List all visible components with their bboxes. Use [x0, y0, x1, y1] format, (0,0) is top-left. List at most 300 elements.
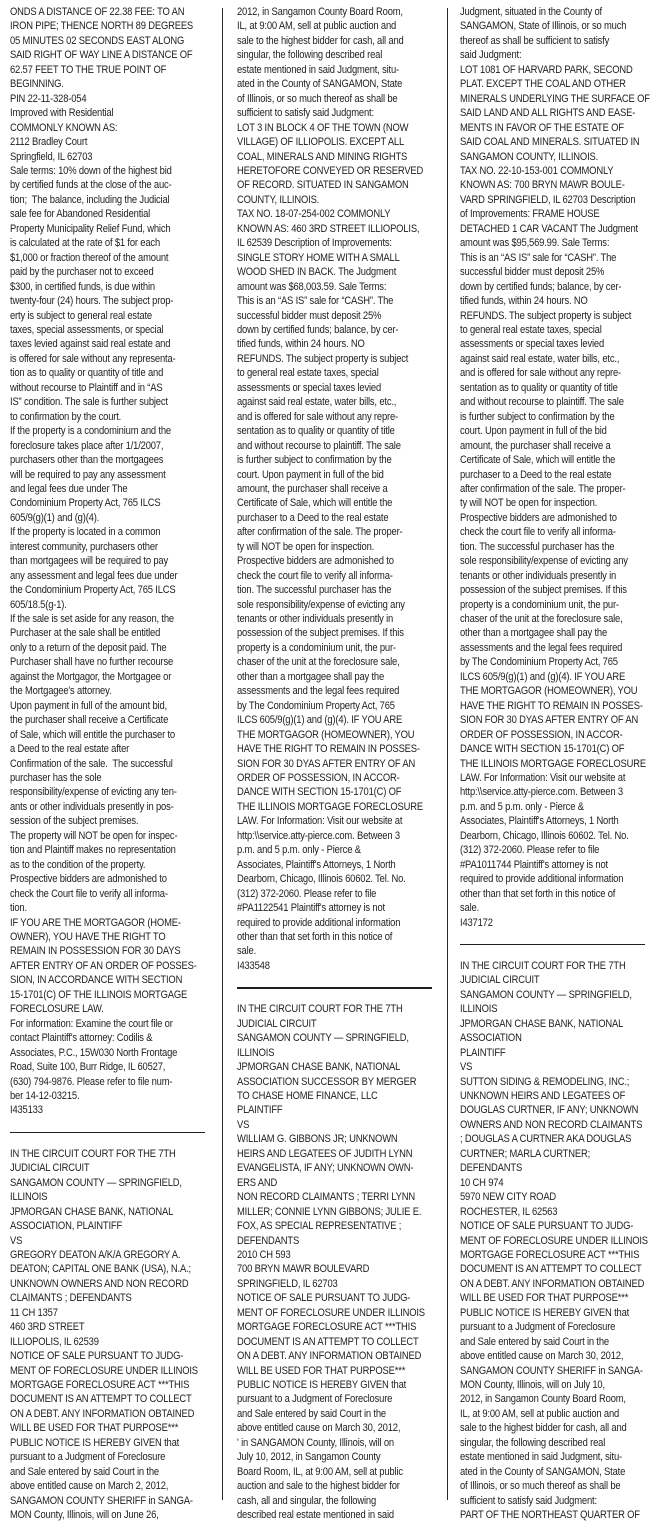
notice-line: TAX NO. 22-10-153-001 COMMONLY — [460, 164, 614, 177]
notice-line: COAL, MINERALS AND MINING RIGHTS — [237, 150, 408, 163]
notice-line: UNKNOWN OWNERS AND NON RECORD — [10, 1277, 189, 1290]
notice-line: only to a return of the deposit paid. The — [10, 641, 167, 654]
notice-line: IN THE CIRCUIT COURT FOR THE 7TH — [460, 959, 626, 972]
notice-line: http:\\service.atty-pierce.com. Between 3 — [460, 786, 623, 799]
notice-line: ILCS 605/9(g)(1) and (g)(4). IF YOU ARE — [460, 670, 626, 683]
notice-line: DEATON; CAPITAL ONE BANK (USA), N.A.; — [10, 1263, 191, 1276]
notice-line: REFUNDS. The subject property is subject — [237, 352, 409, 365]
notice-line: responsibility/expense of evicting any ten- — [10, 786, 177, 799]
notice-column-2 — [237, 5, 442, 1523]
notice-line: ROCHESTER, IL 62563 — [460, 1205, 558, 1218]
notice-line: sale. — [237, 945, 257, 958]
notice-line: 62.57 FEET TO THE TRUE POINT OF — [10, 63, 167, 76]
notice-line: Judgment, situated in the County of — [460, 6, 602, 18]
notice-line: singular, the following described real — [237, 49, 383, 62]
notice-line: sole responsibility/expense of evicting any — [237, 598, 405, 611]
notice-line: 2012, in Sangamon County Board Room, — [237, 6, 403, 18]
notice-line: is further subject to confirmation by the — [460, 410, 615, 423]
notice-line: MENT OF FORECLOSURE UNDER ILLINOIS — [237, 1306, 425, 1319]
notice-line: NON RECORD CLAIMANTS ; TERRI LYNN — [237, 1191, 415, 1204]
notice-line: as to the condition of the property. — [10, 858, 146, 871]
notice-line: assessments and the legal fees required — [460, 641, 623, 654]
notice-line: (312) 372-2060. Please refer to file — [237, 887, 377, 900]
notice-line: TO CHASE HOME FINANCE, LLC — [237, 1089, 378, 1102]
notice-line: check the Court file to verify all informa- — [10, 887, 168, 900]
notice-line: other than that set forth in this notice of — [460, 887, 616, 900]
notice-line: required to provide additional information — [460, 873, 624, 886]
notice-line: ty will NOT be open for inspection. — [237, 540, 375, 553]
notice-separator — [237, 973, 442, 1002]
notice-line: SION FOR 30 DYAS AFTER ENTRY OF AN — [460, 714, 639, 727]
notice-line: THE MORTGAGOR (HOMEOWNER), YOU — [460, 685, 638, 698]
notice-line: PLAINTIFF — [237, 1104, 283, 1117]
notice-line: OWNER), YOU HAVE THE RIGHT TO — [10, 931, 166, 943]
notice-line: estate mentioned in said Judgment, situ- — [460, 1451, 623, 1464]
notice-line: Dearborn, Chicago, Illinois 60602. Tel. No. — [237, 873, 406, 886]
notice-line: SION, IN ACCORDANCE WITH SECTION — [10, 974, 183, 987]
notice-line: THE ILLINOIS MORTGAGE FORECLOSURE — [237, 800, 423, 813]
notice-line: above entitled cause on March 2, 2012, — [10, 1480, 169, 1493]
notice-line: HERETOFORE CONVEYED OR RESERVED — [237, 164, 424, 177]
notice-line: WILL BE USED FOR THAT PURPOSE*** — [10, 1422, 179, 1435]
notice-line: estate mentioned in said Judgment, situ- — [237, 63, 400, 76]
notice-line: ASSOCIATION SUCCESSOR BY MERGER — [237, 1075, 417, 1088]
notice-line: JPMORGAN CHASE BANK, NATIONAL — [237, 1061, 401, 1074]
notice-line: of Sale, which will entitle the purchaser to — [10, 728, 176, 741]
notice-line: Associates, Plaintiff's Attorneys, 1 North — [237, 858, 396, 871]
notice-line: I433548 — [237, 959, 270, 972]
notice-line: sole responsibility/expense of evicting any — [460, 555, 628, 568]
notice-line: described real estate mentioned in said — [237, 1509, 394, 1522]
notice-line: the Condominium Property Act, 765 ILCS — [10, 584, 176, 597]
notice-line: SANGAMON COUNTY — SPRINGFIELD, — [460, 988, 632, 1001]
notice-line: VS — [237, 1118, 250, 1131]
notice-line: court. Upon payment in full of the bid — [237, 468, 384, 481]
notice-line: tenants or other individuals presently in — [237, 613, 394, 626]
notice-line: If the property is located in a common — [10, 526, 161, 539]
notice-line: If the sale is set aside for any reason, the — [10, 613, 174, 626]
notice-line: assessments or special taxes levied — [460, 338, 605, 351]
notice-line: down by certified funds; balance, by cer- — [460, 280, 622, 293]
notice-line: a Deed to the real estate after — [10, 743, 130, 756]
notice-line: 460 3RD STREET — [10, 1321, 85, 1334]
notice-line: TAX NO. 18-07-254-002 COMMONLY — [237, 208, 391, 221]
notice-line: against the Mortgagor, the Mortgagee or — [10, 670, 172, 683]
notice-line: and is offered for sale without any repre- — [237, 410, 398, 423]
notice-line: KNOWN AS: 460 3RD STREET ILLIOPOLIS, — [237, 222, 420, 235]
notice-line: purchasers other than the mortgagees — [10, 454, 164, 467]
notice-line: said Judgment: — [460, 49, 522, 62]
notice-line: SANGAMON COUNTY, ILLINOIS. — [460, 150, 599, 163]
notice-line: other than that set forth in this notice of — [237, 931, 393, 943]
notice-line: p.m. and 5 p.m. only - Pierce & — [460, 800, 584, 813]
notice-line: OF RECORD. SITUATED IN SANGAMON — [237, 179, 409, 192]
notice-line: of Illinois, or so much thereof as shall be — [460, 1480, 621, 1493]
notice-line: Board Room, IL, at 9:00 AM, sell at public — [237, 1465, 403, 1478]
column-divider-2 — [447, 8, 448, 1500]
notice-line: PUBLIC NOTICE IS HEREBY GIVEN that — [237, 1379, 407, 1392]
notice-line: and Sale entered by said Court in the — [460, 1335, 609, 1348]
notice-line: DANCE WITH SECTION 15-1701(C) OF — [460, 743, 625, 756]
notice-separator — [460, 930, 655, 959]
notice-line: ONDS A DISTANCE OF 22.38 FEE: TO AN — [10, 6, 185, 18]
notice-line: ated in the County of SANGAMON, State — [460, 1465, 626, 1478]
notice-line: UNKNOWN HEIRS AND LEGATEES OF — [460, 1089, 626, 1102]
notice-line: tified funds, within 24 hours. NO — [460, 295, 588, 308]
notice-line: IS” condition. The sale is further subject — [10, 396, 168, 409]
notice-line: MORTGAGE FORECLOSURE ACT ***THIS — [10, 1379, 190, 1392]
notice-line: and without recourse to plaintiff. The sale — [460, 396, 624, 409]
notice-line: ON A DEBT. ANY INFORMATION OBTAINED — [237, 1350, 422, 1363]
notice-line: possession of the subject premises. If this — [460, 584, 627, 597]
notice-line: after confirmation of the sale. The proper- — [460, 482, 626, 495]
notice-line: ber 14-12-03215. — [10, 1089, 80, 1102]
notice-line: FORECLOSURE LAW. — [10, 1003, 104, 1016]
notice-line: 5970 NEW CITY ROAD — [460, 1191, 557, 1204]
notice-line: DOCUMENT IS AN ATTEMPT TO COLLECT — [237, 1335, 419, 1348]
notice-line: the purchaser shall receive a Certificate — [10, 714, 169, 727]
notice-line: pursuant to a Judgment of Foreclosure — [460, 1321, 616, 1334]
notice-line: amount was $68,003.59. Sale Terms: — [237, 280, 387, 293]
notice-line: MORTGAGE FORECLOSURE ACT ***THIS — [460, 1248, 640, 1261]
notice-line: DETACHED 1 CAR VACANT The Judgment — [460, 222, 639, 235]
notice-line: Purchaser at the sale shall be entitled — [10, 627, 161, 640]
notice-line: successful bidder must deposit 25% — [237, 309, 382, 322]
notice-line: other than a mortgagee shall pay the — [460, 627, 608, 640]
notice-line: MON County, Illinois, will on July 10, — [460, 1379, 605, 1392]
notice-line: tenants or other individuals presently in — [460, 569, 617, 582]
notice-line: check the court file to verify all informa- — [460, 526, 616, 539]
notice-line: 05 MINUTES 02 SECONDS EAST ALONG — [10, 34, 185, 47]
notice-line: tion. — [10, 902, 27, 915]
notice-line: against said real estate, water bills, etc., — [460, 352, 620, 365]
notice-line: taxes levied against said real estate and — [10, 338, 171, 351]
notice-line: DOUGLAS CURTNER, IF ANY; UNKNOWN — [460, 1104, 639, 1117]
notice-line: chaser of the unit at the foreclosure sale, — [237, 656, 400, 669]
notice-line: property is a condominium unit, the pur- — [237, 641, 396, 654]
notice-line: PUBLIC NOTICE IS HEREBY GIVEN that — [10, 1436, 180, 1449]
notice-line: BEGINNING. — [10, 78, 64, 91]
notice-line: Certificate of Sale, which will entitle the — [460, 454, 616, 467]
notice-line: LAW. For Information: Visit our website at — [237, 815, 403, 828]
notice-line: MORTGAGE FORECLOSURE ACT ***THIS — [237, 1321, 417, 1334]
notice-line: SAID LAND AND ALL RIGHTS AND EASE- — [460, 107, 636, 120]
notice-line: is further subject to confirmation by the — [237, 454, 392, 467]
notice-line: Improved with Residential — [10, 107, 114, 120]
notice-line: Sale terms: 10% down of the highest bid — [10, 164, 172, 177]
notice-line: OWNERS AND NON RECORD CLAIMANTS — [460, 1118, 643, 1131]
notice-line: DOCUMENT IS AN ATTEMPT TO COLLECT — [10, 1393, 192, 1406]
notice-line: JUDICIAL CIRCUIT — [460, 974, 540, 987]
notice-line: Certificate of Sale, which will entitle the — [237, 497, 393, 510]
notice-line: ASSOCIATION — [460, 1032, 522, 1045]
notice-line: $1,000 or fraction thereof of the amount — [10, 251, 169, 264]
notice-line: VILLAGE) OF ILLIOPOLIS. EXCEPT ALL — [237, 136, 405, 149]
separator-line — [460, 944, 645, 945]
notice-line: property is a condominium unit, the pur- — [460, 598, 619, 611]
notice-line: CLAIMANTS ; DEFENDANTS — [10, 1292, 132, 1305]
notice-line: PART OF THE NORTHEAST QUARTER OF — [460, 1509, 640, 1522]
notice-line: If the property is a condominium and the — [10, 425, 171, 438]
notice-line: sale to the highest bidder for cash, all and — [460, 1422, 627, 1435]
notice-line: above entitled cause on March 30, 2012, — [460, 1350, 624, 1363]
notice-line: WILLIAM G. GIBBONS JR; UNKNOWN — [237, 1133, 398, 1146]
notice-line: 2012, in Sangamon County Board Room, — [460, 1393, 626, 1406]
notice-line: down by certified funds; balance, by cer- — [237, 323, 399, 336]
notice-line: Prospective bidders are admonished to — [237, 555, 394, 568]
notice-line: sentation as to quality or quantity of title — [237, 425, 395, 438]
notice-line: cash, all and singular, the following — [237, 1494, 377, 1507]
notice-line: ORDER OF POSSESSION, IN ACCOR- — [237, 772, 400, 785]
notice-line: EVANGELISTA, IF ANY; UNKNOWN OWN- — [237, 1162, 414, 1175]
notice-line: Associates, Plaintiff's Attorneys, 1 North — [460, 815, 619, 828]
notice-line: CURTNER; MARLA CURTNER; — [460, 1147, 591, 1160]
notice-line: JUDICIAL CIRCUIT — [10, 1162, 90, 1175]
notice-line: sale. — [460, 902, 480, 915]
notice-line: above entitled cause on March 30, 2012, — [237, 1422, 401, 1435]
notice-line: IRON PIPE; THENCE NORTH 89 DEGREES — [10, 20, 194, 33]
notice-line: ILLINOIS — [460, 1003, 498, 1016]
notice-line: pursuant to a Judgment of Foreclosure — [10, 1451, 166, 1464]
notice-line: MILLER; CONNIE LYNN GIBBONS; JULIE E. — [237, 1205, 422, 1218]
notice-line: 605/9(g)(1) and (g)(4). — [10, 511, 100, 524]
notice-line: ; DOUGLAS A CURTNER AKA DOUGLAS — [460, 1133, 632, 1146]
notice-line: ERS AND — [237, 1176, 278, 1189]
notice-line: Dearborn, Chicago, Illinois 60602. Tel. No. — [460, 829, 629, 842]
notice-line: IN THE CIRCUIT COURT FOR THE 7TH — [237, 1003, 403, 1016]
notice-line: of Improvements: FRAME HOUSE — [460, 208, 600, 221]
notice-line: DOCUMENT IS AN ATTEMPT TO COLLECT — [460, 1263, 642, 1276]
notice-line: the Mortgagee's attorney. — [10, 685, 112, 698]
notice-line: I437172 — [460, 916, 493, 929]
notice-line: is offered for sale without any representa- — [10, 352, 176, 365]
notice-line: tion. The successful purchaser has the — [460, 540, 615, 553]
notice-line: IL 62539 Description of Improvements: — [237, 237, 392, 250]
notice-line: amount, the purchaser shall receive a — [460, 439, 611, 452]
notice-line: to general real estate taxes, special — [460, 323, 602, 336]
notice-line: DANCE WITH SECTION 15-1701(C) OF — [237, 786, 402, 799]
notice-line: Confirmation of the sale. The successful — [10, 757, 173, 770]
notice-line: AFTER ENTRY OF AN ORDER OF POSSES- — [10, 959, 197, 972]
notice-line: tion; The balance, including the Judicial — [10, 193, 170, 206]
notice-line: to general real estate taxes, special — [237, 367, 379, 380]
notice-line: ASSOCIATION, PLAINTIFF — [10, 1220, 123, 1233]
notice-line: Upon payment in full of the amount bid, — [10, 699, 167, 712]
notice-line: and legal fees due under The — [10, 482, 128, 495]
notice-line: 2010 CH 593 — [237, 1248, 291, 1261]
notice-line: LOT 3 IN BLOCK 4 OF THE TOWN (NOW — [237, 121, 409, 134]
notice-line: required to provide additional information — [237, 916, 401, 929]
notice-line: without recourse to Plaintiff and in “AS — [10, 381, 163, 394]
notice-line: singular, the following described real — [460, 1436, 606, 1449]
notice-line: auction and sale to the highest bidder for — [237, 1480, 400, 1493]
notice-line: IF YOU ARE THE MORTGAGOR (HOME- — [10, 916, 181, 929]
notice-line: SANGAMON COUNTY SHERIFF in SANGA- — [460, 1364, 643, 1377]
notice-line: ated in the County of SANGAMON, State — [237, 78, 403, 91]
notice-line: Prospective bidders are admonished to — [10, 873, 167, 886]
notice-line: SUTTON SIDING & REMODELING, INC.; — [460, 1075, 630, 1088]
notice-line: HAVE THE RIGHT TO REMAIN IN POSSES- — [460, 699, 643, 712]
notice-line: THE ILLINOIS MORTGAGE FORECLOSURE — [460, 757, 646, 770]
notice-line: COUNTY, ILLINOIS. — [237, 193, 320, 206]
notice-line: purchaser to a Deed to the real estate — [460, 468, 612, 481]
notice-line: SINGLE STORY HOME WITH A SMALL — [237, 251, 400, 264]
notice-line: possession of the subject premises. If this — [237, 627, 404, 640]
notice-line: by The Condominium Property Act, 765 — [237, 699, 395, 712]
notice-line: SANGAMON COUNTY — SPRINGFIELD, — [10, 1176, 182, 1189]
notice-line: chaser of the unit at the foreclosure sale, — [460, 613, 623, 626]
notice-line: ON A DEBT. ANY INFORMATION OBTAINED — [10, 1407, 195, 1420]
notice-line: MENTS IN FAVOR OF THE ESTATE OF — [460, 121, 624, 134]
column-divider-1 — [222, 8, 223, 1500]
notice-line: interest community, purchasers other — [10, 540, 158, 553]
notice-line: MINERALS UNDERLYING THE SURFACE OF — [460, 92, 650, 105]
notice-line: than mortgagees will be required to pay — [10, 555, 169, 568]
notice-line: and Sale entered by said Court in the — [10, 1465, 159, 1478]
notice-line: SANGAMON, State of Illinois, or so much — [460, 20, 627, 33]
notice-line: IL, at 9:00 AM, sell at public auction and — [460, 1407, 620, 1420]
notice-line: session of the subject premises. — [10, 815, 139, 828]
notice-line: sale to the highest bidder for cash, all and — [237, 34, 404, 47]
notice-line: SAID RIGHT OF WAY LINE A DISTANCE OF — [10, 49, 193, 62]
notice-line: foreclosure takes place after 1/1/2007, — [10, 439, 164, 452]
notice-line: VS — [10, 1234, 23, 1247]
notice-line: Springfield, IL 62703 — [10, 150, 93, 163]
notice-line: PUBLIC NOTICE IS HEREBY GIVEN that — [460, 1306, 630, 1319]
notice-line: ON A DEBT. ANY INFORMATION OBTAINED — [460, 1277, 645, 1290]
notice-line: DEFENDANTS — [460, 1162, 523, 1175]
notice-line: SPRINGFIELD, IL 62703 — [237, 1277, 338, 1290]
notice-line: sale fee for Abandoned Residential — [10, 208, 151, 221]
notice-line: against said real estate, water bills, etc., — [237, 396, 397, 409]
notice-line: will be required to pay any assessment — [10, 468, 166, 481]
notice-line: assessments or special taxes levied — [237, 381, 382, 394]
notice-line: Associates, P.C., 15W030 North Frontage — [10, 1046, 178, 1059]
notice-separator — [10, 1118, 215, 1147]
notice-line: thereof as shall be sufficient to satisfy — [460, 34, 610, 47]
notice-line: SION FOR 30 DYAS AFTER ENTRY OF AN — [237, 757, 416, 770]
separator-line — [10, 1132, 205, 1133]
notice-line: paid by the purchaser not to exceed — [10, 266, 154, 279]
notice-line: Purchaser shall have no further recourse — [10, 656, 174, 669]
notice-line: tion. The successful purchaser has the — [237, 584, 392, 597]
notice-line: PLAINTIFF — [460, 1046, 506, 1059]
notice-line: July 10, 2012, in Sangamon County — [237, 1451, 381, 1464]
notice-line: ILLINOIS — [237, 1046, 275, 1059]
notice-line: REFUNDS. The subject property is subject — [460, 309, 632, 322]
notice-line: The property will NOT be open for inspec- — [10, 829, 178, 842]
notice-line: PLAT. EXCEPT THE COAL AND OTHER — [460, 78, 626, 91]
notice-line: 10 CH 974 — [460, 1176, 504, 1189]
notice-line: For information: Examine the court file or — [10, 1017, 173, 1030]
notice-line: ORDER OF POSSESSION, IN ACCOR- — [460, 728, 623, 741]
notice-line: 15-1701(C) OF THE ILLINOIS MORTGAGE — [10, 988, 188, 1001]
notice-line: GREGORY DEATON A/K/A GREGORY A. — [10, 1248, 181, 1261]
notice-line: ILCS 605/9(g)(1) and (g)(4). IF YOU ARE — [237, 714, 403, 727]
notice-line: MON County, Illinois, will on June 26, — [10, 1509, 159, 1522]
notice-line: and without recourse to plaintiff. The sale — [237, 439, 401, 452]
notice-line: pursuant to a Judgment of Foreclosure — [237, 1393, 393, 1406]
notice-line: REMAIN IN POSSESSION FOR 30 DAYS — [10, 945, 181, 958]
notice-column-3 — [460, 5, 655, 1523]
notice-line: contact Plaintiff's attorney: Codilis & — [10, 1032, 153, 1045]
notice-line: WILL BE USED FOR THAT PURPOSE*** — [237, 1364, 406, 1377]
notice-line: SAID COAL AND MINERALS. SITUATED IN — [460, 136, 640, 149]
notice-line: HEIRS AND LEGATEES OF JUDITH LYNN — [237, 1147, 413, 1160]
notice-line: by The Condominium Property Act, 765 — [460, 656, 618, 669]
notice-line: tified funds, within 24 hours. NO — [237, 338, 365, 351]
notice-line: is calculated at the rate of $1 for each — [10, 237, 161, 250]
notice-line: JPMORGAN CHASE BANK, NATIONAL — [460, 1017, 624, 1030]
notice-line: assessments and the legal fees required — [237, 685, 400, 698]
notice-line: by certified funds at the close of the auc- — [10, 179, 172, 192]
notice-line: purchaser has the sole — [10, 772, 102, 785]
notice-line: JPMORGAN CHASE BANK, NATIONAL — [10, 1205, 174, 1218]
notice-line: tion as to quality or quantity of title and — [10, 367, 164, 380]
notice-line: NOTICE OF SALE PURSUANT TO JUDG- — [460, 1220, 634, 1233]
notice-line: sufficient to satisfy said Judgment: — [460, 1494, 597, 1507]
notice-line: #PA1011744 Plaintiff's attorney is not — [460, 858, 608, 871]
notice-line: NOTICE OF SALE PURSUANT TO JUDG- — [10, 1350, 184, 1363]
notice-line: sentation as to quality or quantity of title — [460, 381, 618, 394]
notice-line: WOOD SHED IN BACK. The Judgment — [237, 266, 397, 279]
notice-line: ' in SANGAMON County, Illinois, will on — [237, 1436, 394, 1449]
notice-line: I435133 — [10, 1104, 43, 1117]
notice-line: ILLIOPOLIS, IL 62539 — [10, 1335, 99, 1348]
notice-line: LAW. For Information: Visit our website at — [460, 772, 626, 785]
notice-line: IL, at 9:00 AM, sell at public auction and — [237, 20, 397, 33]
notice-line: amount was $95,569.99. Sale Terms: — [460, 237, 610, 250]
notice-line: PIN 22-11-328-054 — [10, 92, 87, 105]
notice-line: #PA1122541 Plaintiff's attorney is not — [237, 902, 385, 915]
notice-line: sufficient to satisfy said Judgment: — [237, 107, 374, 120]
notice-line: DEFENDANTS — [237, 1234, 300, 1247]
notice-line: MENT OF FORECLOSURE UNDER ILLINOIS — [10, 1364, 198, 1377]
notice-column-1 — [10, 5, 215, 1523]
notice-line: This is an “AS IS” sale for “CASH”. The — [460, 251, 617, 264]
notice-line: THE MORTGAGOR (HOMEOWNER), YOU — [237, 728, 415, 741]
notice-line: NOTICE OF SALE PURSUANT TO JUDG- — [237, 1292, 411, 1305]
notice-line: WILL BE USED FOR THAT PURPOSE*** — [460, 1292, 629, 1305]
notice-line: JUDICIAL CIRCUIT — [237, 1017, 317, 1030]
separator-line — [237, 987, 432, 988]
notice-line: This is an “AS IS” sale for “CASH”. The — [237, 295, 394, 308]
notice-line: SANGAMON COUNTY — SPRINGFIELD, — [237, 1032, 409, 1045]
notice-line: to confirmation by the court. — [10, 410, 122, 423]
notice-line: check the court file to verify all informa- — [237, 569, 393, 582]
notice-line: Condominium Property Act, 765 ILCS — [10, 497, 161, 510]
notice-line: SANGAMON COUNTY SHERIFF in SANGA- — [10, 1494, 193, 1507]
notice-line: and is offered for sale without any repre- — [460, 367, 621, 380]
notice-line: ants or other individuals presently in pos- — [10, 800, 174, 813]
notice-line: (630) 794-9876. Please refer to file num- — [10, 1075, 173, 1088]
notice-line: amount, the purchaser shall receive a — [237, 482, 388, 495]
notice-line: http:\\service.atty-pierce.com. Between 3 — [237, 829, 400, 842]
notice-line: 2112 Bradley Court — [10, 136, 88, 149]
notice-line: and Sale entered by said Court in the — [237, 1407, 386, 1420]
notice-line: twenty-four (24) hours. The subject prop- — [10, 295, 174, 308]
notice-line: Road, Suite 100, Burr Ridge, IL 60527, — [10, 1061, 166, 1074]
notice-line: Property Municipality Relief Fund, which — [10, 222, 171, 235]
notice-line: tion and Plaintiff makes no representation — [10, 844, 176, 857]
notice-line: 11 CH 1357 — [10, 1306, 58, 1319]
notice-line: LOT 1081 OF HARVARD PARK, SECOND — [460, 63, 633, 76]
notice-line: Prospective bidders are admonished to — [460, 511, 617, 524]
notice-line: (312) 372-2060. Please refer to file — [460, 844, 600, 857]
notice-line: 700 BRYN MAWR BOULEVARD — [237, 1263, 370, 1276]
notice-line: 605/18.5(g-1). — [10, 598, 67, 611]
notice-line: MENT OF FORECLOSURE UNDER ILLINOIS — [460, 1234, 648, 1247]
